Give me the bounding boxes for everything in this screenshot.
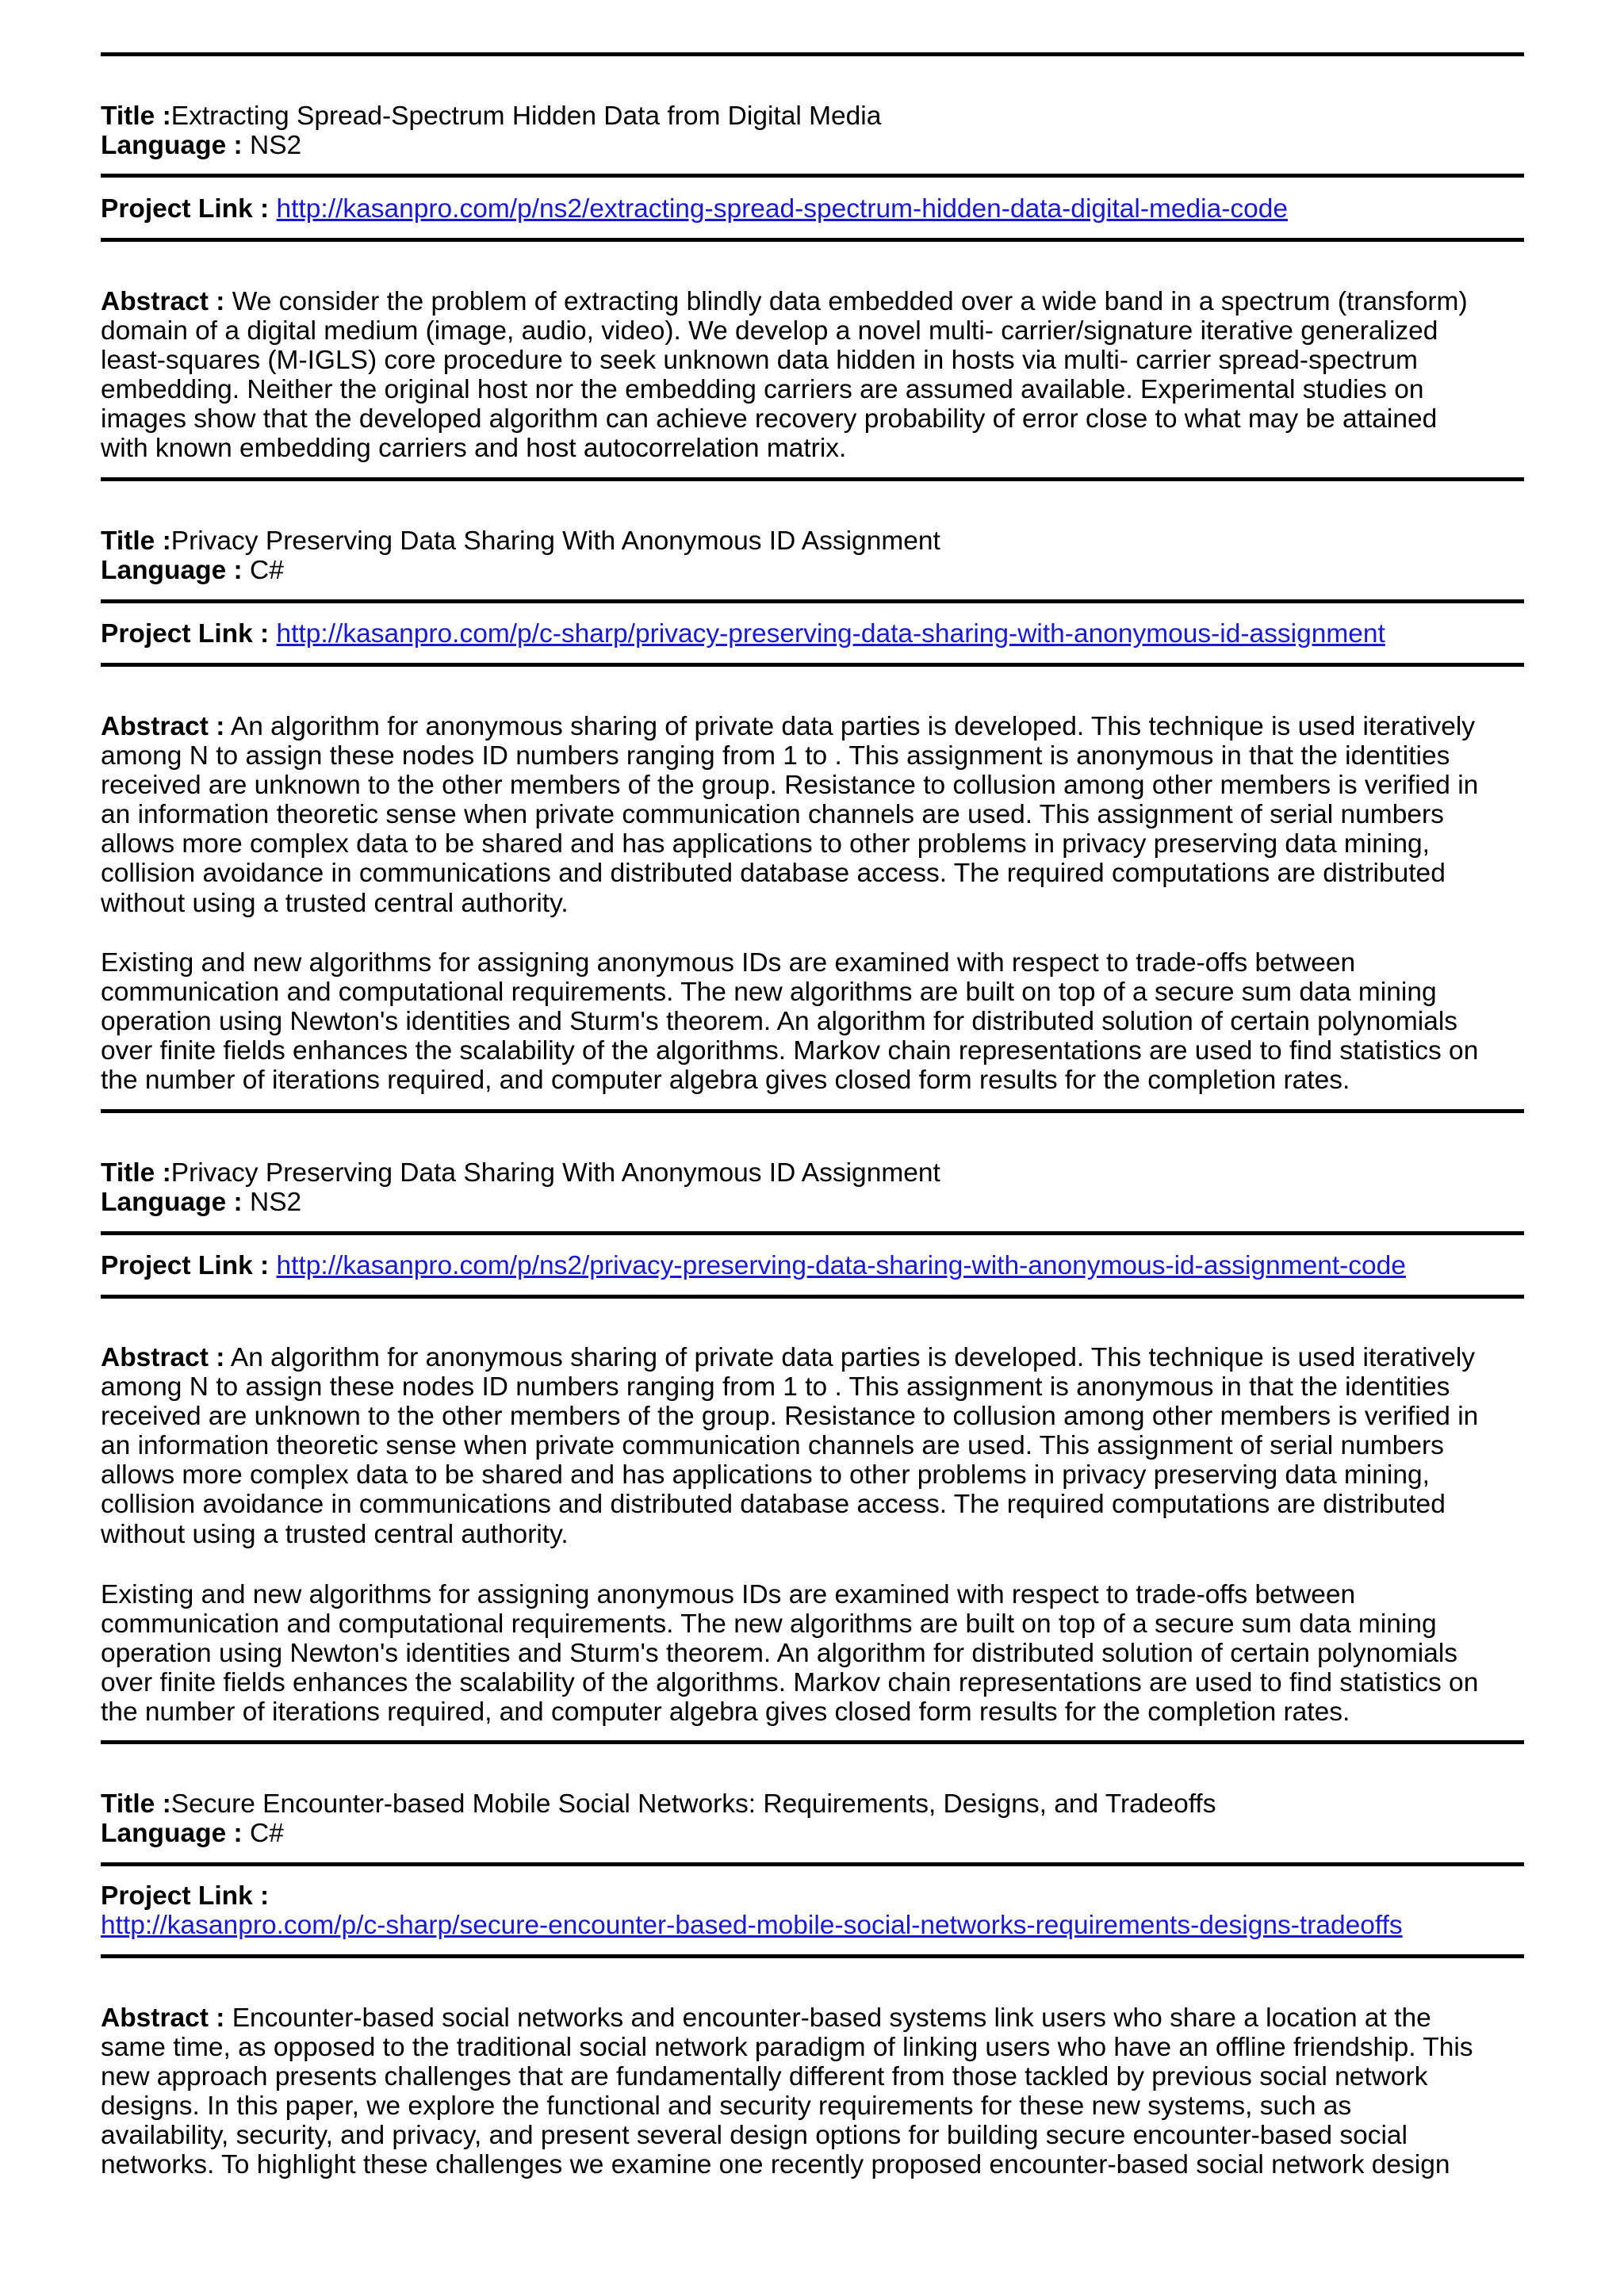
abstract-continued xyxy=(101,1580,1524,1727)
abstract-line: domain of a digital medium (image, audio, video). We develop a novel multi- carrier/signature iterative generalized xyxy=(101,316,1438,346)
entry-title: Privacy Preserving Data Sharing With Anonymous ID Assignment xyxy=(170,526,940,556)
divider xyxy=(101,1295,1524,1299)
project-link-label: Project Link : xyxy=(101,1251,270,1280)
abstract-label: Abstract : xyxy=(101,2003,225,2033)
project-link[interactable]: http://kasanpro.com/p/ns2/privacy-preserving-data-sharing-with-anonymous-id-assignment-code xyxy=(276,1251,1406,1280)
language-line xyxy=(101,131,301,160)
abstract-line: Existing and new algorithms for assigning anonymous IDs are examined with respect to trade-offs between xyxy=(101,948,1356,978)
title-line xyxy=(101,1789,1216,1819)
abstract-label: Abstract : xyxy=(101,287,225,316)
abstract-line: received are unknown to the other members of the group. Resistance to collusion among other members is verified in xyxy=(101,1402,1479,1432)
abstract-continued xyxy=(101,948,1524,1095)
abstract-line: collision avoidance in communications and distributed database access. The required computations are distributed xyxy=(101,859,1446,889)
language-line xyxy=(101,1819,284,1848)
divider xyxy=(101,52,1524,56)
abstract-line: Existing and new algorithms for assigning anonymous IDs are examined with respect to trade-offs between xyxy=(101,1580,1356,1609)
title-label: Title : xyxy=(101,1158,171,1188)
abstract-line: over finite fields enhances the scalability of the algorithms. Markov chain representations are used to find statistics on xyxy=(101,1036,1479,1066)
abstract-line: An algorithm for anonymous sharing of private data parties is developed. This technique is used iteratively xyxy=(230,712,1476,741)
abstract-line: an information theoretic sense when private communication channels are used. This assignment of serial numbers xyxy=(101,800,1444,830)
divider xyxy=(101,1954,1524,1958)
abstract-line: operation using Newton's identities and Sturm's theorem. An algorithm for distributed solution of certain polynomials xyxy=(101,1007,1458,1037)
divider xyxy=(101,599,1524,603)
language-label: Language : xyxy=(101,1819,243,1848)
language-line xyxy=(101,1188,301,1217)
abstract-line: without using a trusted central authority. xyxy=(101,1519,569,1549)
divider xyxy=(101,1862,1524,1866)
abstract-line: without using a trusted central authority. xyxy=(101,888,569,918)
abstract xyxy=(101,1343,1524,1549)
abstract-line: allows more complex data to be shared and has applications to other problems in privacy preserving data mining, xyxy=(101,1460,1430,1490)
abstract-line: embedding. Neither the original host nor the embedding carriers are assumed available. Experimental studies on xyxy=(101,375,1424,405)
language-label: Language : xyxy=(101,131,243,160)
abstract xyxy=(101,287,1524,464)
abstract-line: images show that the developed algorithm can achieve recovery probability of error close to what may be attained xyxy=(101,404,1438,434)
abstract-line: communication and computational requirements. The new algorithms are built on top of a secure sum data mining xyxy=(101,978,1437,1008)
language-label: Language : xyxy=(101,556,243,585)
abstract xyxy=(101,712,1524,918)
divider xyxy=(101,477,1524,481)
abstract-label: Abstract : xyxy=(101,712,225,741)
entry-language: NS2 xyxy=(250,131,302,160)
project-link-label: Project Link : xyxy=(101,194,270,224)
project-link-line xyxy=(101,1881,269,1911)
project-link-line xyxy=(101,194,1288,224)
document-page xyxy=(101,0,1524,2296)
entry-language: C# xyxy=(250,1819,284,1848)
language-line xyxy=(101,556,284,585)
entry-title: Secure Encounter-based Mobile Social Networks: Requirements, Designs, and Tradeoffs xyxy=(170,1789,1216,1819)
entry-language: C# xyxy=(250,556,284,585)
entry-title: Extracting Spread-Spectrum Hidden Data from Digital Media xyxy=(170,101,882,131)
abstract-line: We consider the problem of extracting blindly data embedded over a wide band in a spectrum (transform) xyxy=(232,287,1468,316)
abstract-line: availability, security, and privacy, and present several design options for building secure encounter-based social xyxy=(101,2121,1408,2151)
abstract-line: new approach presents challenges that are fundamentally different from those tackled by previous social network xyxy=(101,2062,1428,2092)
entry-title: Privacy Preserving Data Sharing With Anonymous ID Assignment xyxy=(170,1158,940,1188)
title-label: Title : xyxy=(101,101,171,131)
divider xyxy=(101,238,1524,242)
project-link-label: Project Link : xyxy=(101,1881,270,1911)
abstract-line: an information theoretic sense when private communication channels are used. This assignment of serial numbers xyxy=(101,1431,1444,1461)
title-line xyxy=(101,1158,940,1188)
abstract-line: least-squares (M-IGLS) core procedure to seek unknown data hidden in hosts via multi- carrier spread-spectrum xyxy=(101,346,1418,376)
title-line xyxy=(101,101,881,131)
abstract-line: among N to assign these nodes ID numbers ranging from 1 to . This assignment is anonymous in that the identities xyxy=(101,1372,1450,1402)
project-link[interactable]: http://kasanpro.com/p/c-sharp/privacy-preserving-data-sharing-with-anonymous-id-assignment xyxy=(276,619,1385,649)
abstract-line: allows more complex data to be shared and has applications to other problems in privacy preserving data mining, xyxy=(101,829,1430,859)
abstract-line: among N to assign these nodes ID numbers ranging from 1 to . This assignment is anonymous in that the identities xyxy=(101,741,1450,771)
abstract-line: communication and computational requirements. The new algorithms are built on top of a secure sum data mining xyxy=(101,1609,1437,1640)
project-link-line xyxy=(101,1911,1403,1940)
divider xyxy=(101,663,1524,667)
title-line xyxy=(101,526,940,556)
project-link-label: Project Link : xyxy=(101,619,270,649)
abstract-line: Encounter-based social networks and encounter-based systems link users who share a location at the xyxy=(232,2003,1431,2033)
abstract-line: An algorithm for anonymous sharing of private data parties is developed. This technique is used iteratively xyxy=(230,1343,1476,1372)
abstract-line: designs. In this paper, we explore the functional and security requirements for these new systems, such as xyxy=(101,2091,1352,2122)
abstract-line: operation using Newton's identities and Sturm's theorem. An algorithm for distributed solution of certain polynomials xyxy=(101,1639,1458,1669)
divider xyxy=(101,1740,1524,1744)
project-link[interactable]: http://kasanpro.com/p/ns2/extracting-spread-spectrum-hidden-data-digital-media-code xyxy=(276,194,1289,224)
abstract-line: the number of iterations required, and computer algebra gives closed form results for the completion rates. xyxy=(101,1697,1350,1728)
project-link[interactable]: http://kasanpro.com/p/c-sharp/secure-encounter-based-mobile-social-networks-requirements-designs-tradeoffs xyxy=(101,1911,1403,1940)
divider xyxy=(101,1231,1524,1235)
language-label: Language : xyxy=(101,1188,243,1217)
project-link-line xyxy=(101,619,1385,649)
divider xyxy=(101,1109,1524,1113)
abstract-line: same time, as opposed to the traditional social network paradigm of linking users who have an offline friendship. This xyxy=(101,2033,1473,2063)
abstract-label: Abstract : xyxy=(101,1343,225,1372)
title-label: Title : xyxy=(101,526,171,556)
abstract-line: over finite fields enhances the scalability of the algorithms. Markov chain representations are used to find statistics on xyxy=(101,1668,1479,1698)
abstract xyxy=(101,2003,1524,2180)
abstract-line: collision avoidance in communications and distributed database access. The required computations are distributed xyxy=(101,1490,1446,1520)
divider xyxy=(101,174,1524,178)
abstract-line: received are unknown to the other members of the group. Resistance to collusion among other members is verified in xyxy=(101,771,1479,801)
abstract-line: the number of iterations required, and computer algebra gives closed form results for the completion rates. xyxy=(101,1066,1350,1096)
entry-language: NS2 xyxy=(250,1188,302,1217)
project-link-line xyxy=(101,1251,1406,1280)
abstract-line: networks. To highlight these challenges we examine one recently proposed encounter-based social network design xyxy=(101,2150,1450,2180)
title-label: Title : xyxy=(101,1789,171,1819)
abstract-line: with known embedding carriers and host autocorrelation matrix. xyxy=(101,434,847,464)
